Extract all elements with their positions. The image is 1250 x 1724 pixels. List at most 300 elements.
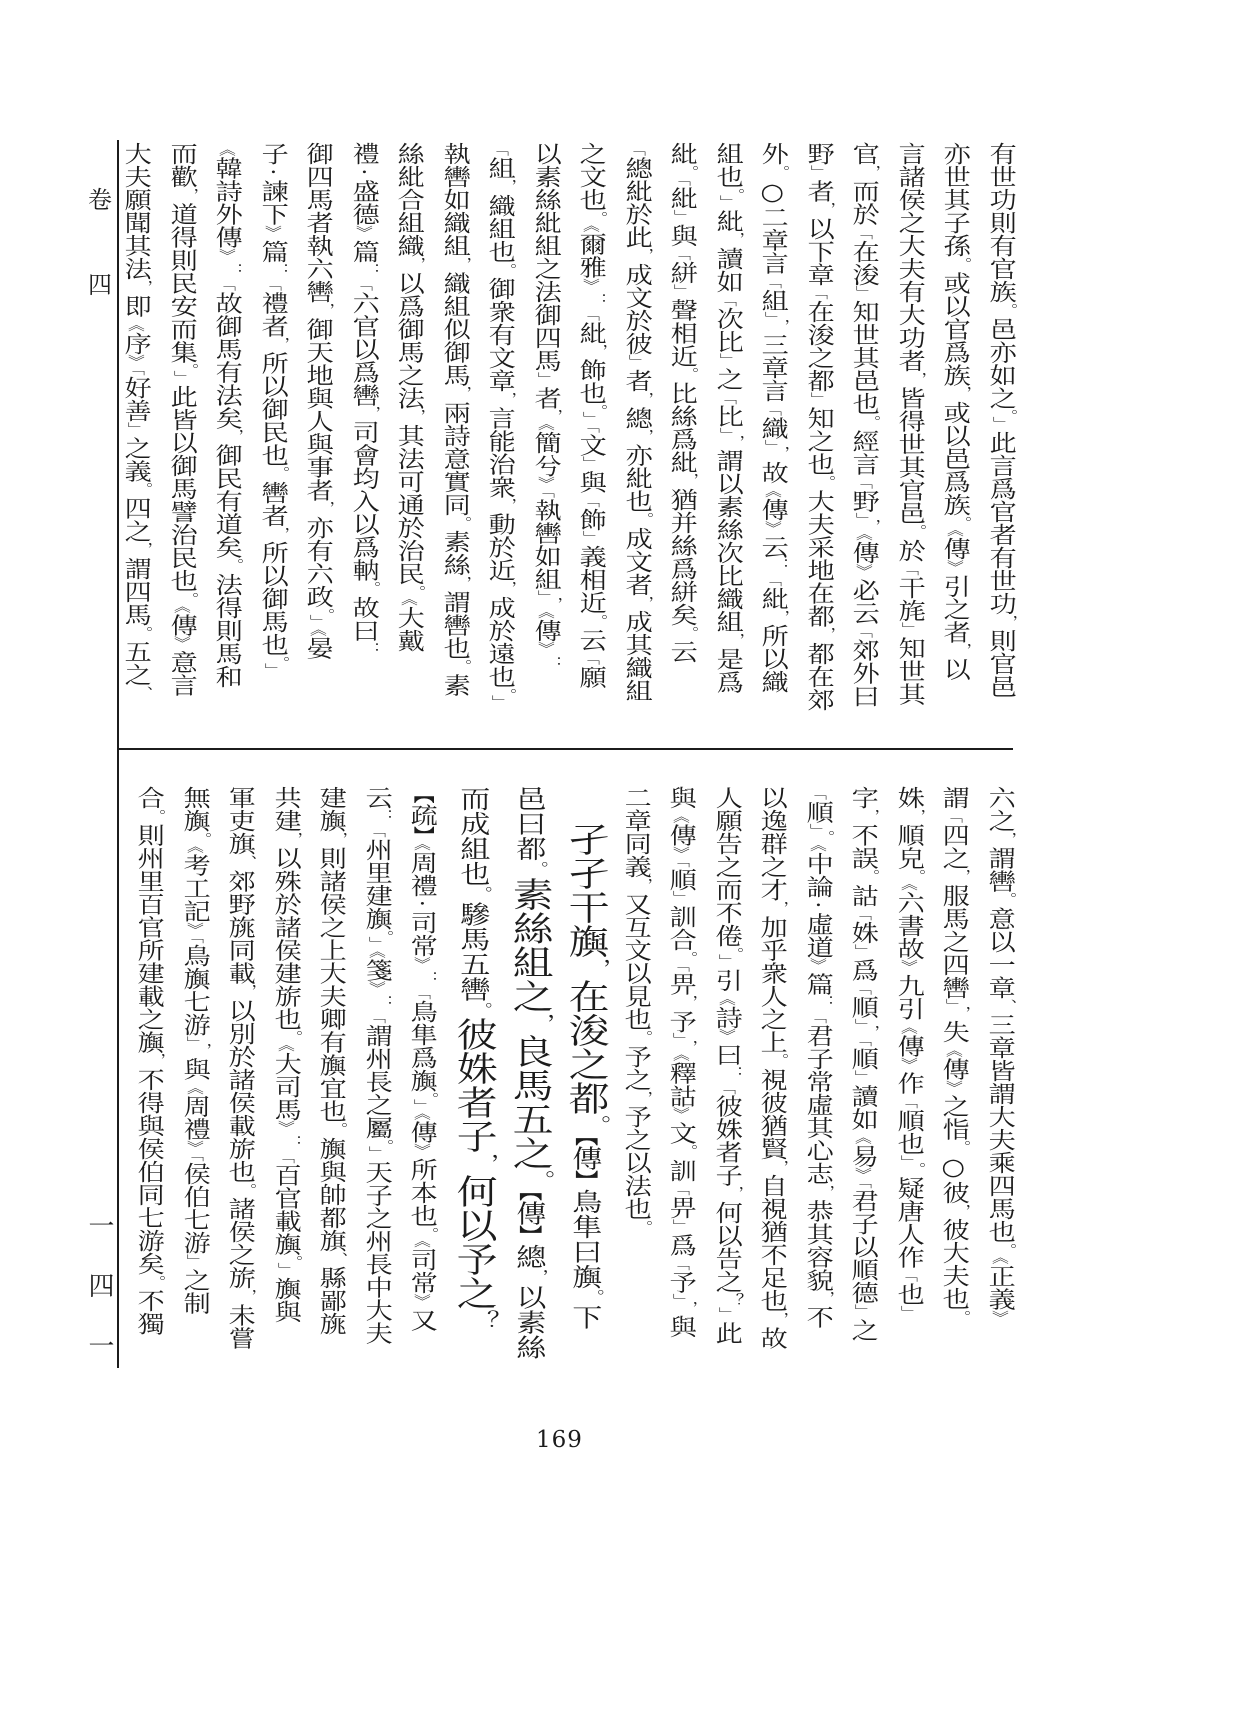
commentary-text: 【疏】《周禮・司常》：「鳥隼爲旟。」《傳》所本也。《司常》又 [406, 786, 440, 1332]
punctuation-mark: 《 [535, 423, 555, 431]
punctuation-mark: ， [452, 386, 472, 401]
punctuation-mark: 「 [898, 1268, 918, 1283]
commentary-text: 組也。」紕，讀如「次比」之「比」，謂以素絲次比織組，是爲 [711, 142, 745, 694]
punctuation-mark: 《 [412, 843, 431, 851]
punctuation-mark: 。 [452, 515, 472, 530]
punctuation-mark: 》 [412, 1293, 431, 1309]
punctuation-mark: 。 [680, 625, 700, 640]
punctuation-mark: ， [771, 609, 791, 624]
punctuation-mark: 」 [671, 1032, 690, 1040]
commentary-text: 以素絲紕組之法御四馬」者，《簡兮》「執轡如組」，《傳》： [529, 142, 563, 671]
commentary-text: 與《傳》「順」訓合。「畀，予」，《釋詁》文。訓「畀」爲「予」，與 [665, 786, 699, 1338]
punctuation-mark: ， [498, 179, 518, 194]
punctuation-mark: 。 [680, 367, 700, 382]
punctuation-mark: 《 [171, 605, 191, 614]
punctuation-mark: ， [997, 832, 1017, 847]
punctuation-mark: 。 [861, 869, 881, 884]
punctuation-mark: ， [861, 1025, 881, 1040]
verse-text: 孑孑干旟，在浚之都。 [560, 822, 613, 1137]
punctuation-mark: 。 [374, 929, 394, 937]
punctuation-mark: 」 [626, 354, 646, 369]
punctuation-mark: ： [771, 558, 791, 573]
punctuation-mark: ， [770, 1311, 790, 1327]
punctuation-mark: 「 [184, 1154, 204, 1162]
punctuation-mark: 》 [412, 1143, 431, 1158]
punctuation-mark: ， [543, 597, 563, 612]
punctuation-mark: 》 [535, 476, 555, 491]
punctuation-mark: 、 [997, 998, 1017, 1013]
punctuation-mark: 「 [184, 936, 204, 944]
punctuation-mark: 」 [535, 590, 555, 598]
punctuation-mark: 「 [262, 276, 282, 292]
punctuation-mark: 《 [412, 1113, 431, 1121]
punctuation-mark: 》 [671, 1107, 690, 1122]
punctuation-mark: 《 [184, 1080, 204, 1095]
punctuation-mark: 》 [944, 1080, 963, 1095]
punctuation-mark: 。 [725, 188, 745, 196]
commentary-text: 官，而於「在浚」知世其邑也。經言「野」，《傳》必云「郊外曰 [848, 142, 882, 708]
lower-text-column [439, 786, 506, 1380]
punctuation-mark: 。 [270, 466, 290, 481]
punctuation-mark: 。 [771, 165, 791, 180]
punctuation-mark: 「 [671, 860, 690, 868]
punctuation-mark: 「 [716, 1080, 736, 1095]
punctuation-mark: ？ [470, 1310, 501, 1332]
punctuation-mark: 。 [952, 1310, 972, 1325]
punctuation-mark: ： [361, 641, 381, 656]
punctuation-mark: 「 [763, 401, 782, 417]
punctuation-mark: 」 [581, 530, 600, 545]
punctuation-mark: ， [770, 901, 790, 916]
commentary-text: 禮・盛德》篇：「六官以爲轡，司會均入以爲軜。故曰： [347, 142, 381, 656]
punctuation-mark: 」 [763, 311, 782, 319]
punctuation-mark: 。 [498, 687, 518, 695]
punctuation-mark: 「 [581, 651, 600, 666]
punctuation-mark: 。 [816, 475, 836, 490]
commentary-text: 御四馬者執六轡，御天地與人與事者，亦有六政。」《晏 [302, 142, 336, 660]
punctuation-mark: 」 [899, 621, 919, 637]
punctuation-mark: 」 [308, 614, 327, 629]
punctuation-mark: ， [543, 409, 563, 424]
commentary-text: 字，不誤。詁「姝」爲「順」，「順」讀如《易》「君子以順德」之 [847, 786, 881, 1342]
punctuation-mark: 」 [171, 370, 191, 385]
punctuation-mark: ， [862, 519, 882, 534]
punctuation-mark: 」 [853, 1303, 872, 1319]
punctuation-mark: 。 [498, 262, 518, 277]
punctuation-mark: 。 [134, 482, 154, 497]
punctuation-mark: 。 [634, 512, 654, 527]
punctuation-mark: 。 [633, 1030, 653, 1045]
punctuation-mark: 、 [329, 1251, 349, 1266]
commentary-text: 共建，以殊於諸侯建旂也。《大司馬》：「百官載旟。」旟與 [269, 786, 303, 1323]
punctuation-mark: 「 [535, 490, 555, 499]
punctuation-mark: 」 [808, 165, 828, 180]
punctuation-mark: ， [633, 878, 653, 893]
commentary-text: 建旟，則諸侯之上大夫卿有旟宜也。旟與帥都旗、縣鄙旐 [315, 786, 349, 1335]
commentary-text: 人願告之而不倦。」引《詩》曰：「彼姝者子，何以告之？」此 [710, 786, 744, 1345]
punctuation-mark: ： [374, 809, 394, 824]
punctuation-mark: ， [953, 643, 973, 658]
punctuation-mark: ， [498, 498, 518, 513]
punctuation-mark: 【 [409, 786, 434, 804]
punctuation-mark: 《 [763, 483, 782, 498]
punctuation-mark: 》 [945, 559, 964, 575]
punctuation-mark: 。 [679, 950, 699, 966]
commentary-text: 言諸侯之大夫有大功者，皆得世其官邑。於「干旄」知世其 [893, 142, 927, 706]
punctuation-mark: 」 [807, 823, 827, 831]
punctuation-mark: 「 [412, 985, 431, 1000]
punctuation-mark: ， [452, 257, 472, 272]
punctuation-mark: 。 [589, 613, 609, 629]
punctuation-mark: 。 [680, 165, 700, 180]
punctuation-mark: ： [283, 1134, 303, 1150]
punctuation-mark: 。 [997, 892, 1017, 907]
gloss-text: 邑曰都。 [511, 786, 549, 877]
punctuation-mark: ， [998, 614, 1018, 629]
punctuation-mark: ， [238, 1288, 258, 1304]
lower-text-column [122, 786, 176, 1380]
punctuation-mark: 、 [238, 855, 258, 870]
punctuation-mark: ， [498, 391, 518, 407]
punctuation-mark: 【 [571, 1136, 598, 1146]
punctuation-mark: 」 [854, 512, 873, 520]
punctuation-mark: ・ [412, 896, 431, 911]
punctuation-mark: 。 [906, 869, 926, 884]
punctuation-mark: 《 [854, 533, 873, 541]
punctuation-mark: 。 [724, 947, 744, 955]
punctuation-mark: 。 [589, 211, 609, 226]
verse-text: 素絲組之，良馬五之。 [504, 876, 557, 1191]
punctuation-mark: 。 [998, 303, 1018, 318]
punctuation-mark: 》 [989, 1310, 1009, 1325]
punctuation-mark: ： [270, 262, 290, 277]
punctuation-mark: ， [680, 473, 700, 488]
punctuation-mark: 》 [275, 1120, 295, 1135]
punctuation-mark: ， [771, 318, 791, 333]
commentary-text: 而歡，道得則民安而集。」此皆以御馬譬治民也。《傳》意言 [165, 142, 199, 697]
punctuation-mark: 《 [945, 529, 964, 537]
punctuation-mark: 」 [898, 1154, 918, 1162]
punctuation-mark: 「 [717, 390, 737, 405]
punctuation-mark: ， [192, 1042, 212, 1058]
punctuation-mark: 「 [581, 493, 600, 508]
punctuation-mark: ： [815, 995, 835, 1010]
punctuation-mark: 」 [535, 372, 555, 387]
punctuation-mark: 「 [763, 572, 782, 587]
punctuation-mark: 》 [898, 959, 918, 974]
punctuation-mark: 「 [581, 306, 600, 322]
commentary-text: 紕。「紕」與「絣」聲相近。比絲爲紕，猶并絲爲絣矣。云 [666, 142, 700, 663]
punctuation-mark: 。 [471, 1001, 493, 1017]
punctuation-mark: 》 [807, 958, 827, 973]
punctuation-mark: ， [952, 869, 972, 884]
punctuation-mark: 》 [535, 641, 555, 656]
punctuation-mark: 」 [126, 421, 145, 437]
gloss-text: 【傳】總，以素絲 [511, 1190, 549, 1360]
punctuation-mark: 》 [184, 1140, 204, 1155]
punctuation-mark: ， [329, 832, 349, 847]
commentary-text: 二章同義，又互文以見也。予之，予之以法也。 [619, 786, 653, 1235]
punctuation-mark: 。 [420, 1226, 440, 1241]
punctuation-mark: ， [238, 984, 258, 999]
punctuation-mark: 」 [853, 1069, 872, 1085]
punctuation-mark: ， [952, 1203, 972, 1218]
punctuation-mark: 。 [952, 1140, 972, 1155]
punctuation-mark: ， [407, 409, 427, 424]
punctuation-mark: 《 [412, 1240, 431, 1248]
commentary-text: 「組，織組也。御衆有文章，言能治衆，動於近，成於遠也。」 [484, 142, 518, 709]
punctuation-mark: 「 [671, 965, 690, 973]
punctuation-mark: 。 [862, 414, 882, 430]
punctuation-mark: ・ [262, 165, 282, 180]
punctuation-mark: ， [634, 429, 654, 444]
punctuation-mark: 《 [399, 598, 418, 606]
punctuation-mark: 。 [452, 659, 472, 674]
commentary-text: 謂「四之，服馬之四轡」，失《傳》之恉。○彼，彼大夫也。 [938, 786, 972, 1325]
punctuation-mark: 》 [412, 956, 431, 972]
punctuation-mark: 。 [283, 1255, 303, 1263]
commentary-text: 絲紕合組織，以爲御馬之法，其法可通於治民。《大戴 [393, 142, 427, 652]
punctuation-mark: 「 [854, 475, 873, 490]
punctuation-mark: ， [862, 165, 882, 180]
punctuation-mark: 」 [717, 427, 737, 435]
commentary-text: 有世功則有官族。邑亦如之。」此言爲官者有世功，則官邑 [984, 142, 1018, 698]
punctuation-mark: ， [952, 1005, 972, 1020]
punctuation-mark: 《 [184, 846, 204, 854]
punctuation-mark: 》 [262, 225, 282, 240]
punctuation-mark: ？ [724, 1292, 744, 1307]
upper-text-block [118, 142, 1023, 740]
punctuation-mark: 。 [583, 1289, 605, 1305]
punctuation-mark: 」 [716, 954, 736, 969]
punctuation-mark: 。 [316, 607, 336, 615]
punctuation-mark: 」 [854, 285, 873, 300]
punctuation-mark: 「 [853, 981, 872, 996]
punctuation-mark: ， [725, 232, 745, 247]
punctuation-mark: 」 [262, 663, 282, 678]
commentary-text: 《韓詩外傳》：「故御馬有法矣，御民有道矣。法得則馬和 [211, 142, 245, 688]
commentary-text: 執轡如織組，織組似御馬，兩詩意實同。素絲，謂轡也。素 [438, 142, 472, 697]
punctuation-mark: 「 [898, 1094, 918, 1109]
punctuation-mark: ， [634, 595, 654, 610]
punctuation-mark: 」 [944, 998, 963, 1006]
punctuation-mark: 「 [807, 1009, 827, 1024]
punctuation-mark: 《 [535, 611, 555, 619]
punctuation-mark: 。 [907, 524, 927, 539]
punctuation-mark: 《 [807, 844, 827, 852]
punctuation-mark: 。 [770, 1053, 790, 1068]
punctuation-mark: 」 [717, 352, 737, 368]
punctuation-mark: 「 [626, 142, 646, 157]
punctuation-mark: 》 [853, 1167, 872, 1182]
punctuation-mark: 。 [238, 1182, 258, 1197]
punctuation-mark: ， [316, 303, 336, 318]
punctuation-mark: 」 [763, 439, 782, 447]
punctuation-mark: ， [633, 1090, 653, 1105]
commentary-text: 六之，謂轡。意以一章、三章皆謂大夫乘四馬也。《正義》 [983, 786, 1017, 1325]
punctuation-mark: 」 [275, 1262, 295, 1277]
punctuation-mark: ， [724, 1186, 744, 1201]
punctuation-mark: 。 [471, 886, 493, 902]
punctuation-mark: ， [526, 1012, 557, 1034]
punctuation-mark: 「 [853, 906, 872, 921]
punctuation-mark: 」 [366, 936, 386, 951]
punctuation-mark: ， [679, 995, 699, 1010]
punctuation-mark: 「 [763, 274, 782, 289]
punctuation-mark: ， [179, 188, 199, 203]
punctuation-mark: ・ [353, 165, 373, 180]
punctuation-mark: 《 [581, 225, 600, 233]
page-number: 169 [536, 1427, 583, 1453]
commentary-text: 以逸群之才，加乎衆人之上。視彼猶賢，自視猶不足也，故 [756, 786, 790, 1350]
punctuation-mark: 【 [515, 1190, 542, 1201]
gloss-text: 而成組也。驂馬五轡。 [455, 786, 493, 1017]
punctuation-mark: 「 [366, 823, 386, 838]
punctuation-mark: 」 [671, 1218, 690, 1234]
punctuation-mark: 」 [366, 1146, 386, 1161]
punctuation-mark: 」 [671, 1293, 690, 1301]
punctuation-mark: 。 [815, 830, 835, 845]
punctuation-mark: ， [452, 575, 472, 591]
commentary-text: 野」者，以下章「在浚之都」知之也。大夫采地在都，都在郊 [802, 142, 836, 711]
punctuation-mark: 」 [853, 943, 872, 959]
commentary-text: 亦世其子孫。或以官爲族，或以邑爲族。《傳》引之者，以 [939, 142, 973, 681]
commentary-text: 云：「州里建旟。」《箋》：「謂州長之屬。」天子之州長中大夫 [360, 786, 394, 1345]
punctuation-mark: 》 [217, 248, 236, 263]
punctuation-mark: ， [134, 542, 154, 557]
punctuation-mark: 。 [527, 861, 549, 877]
punctuation-mark: 。 [179, 363, 199, 371]
punctuation-mark: 「 [854, 624, 873, 639]
punctuation-mark: 「 [944, 809, 963, 824]
commentary-text: 外。○二章言「組」，三章言「織」，故《傳》云：「紕，所以織 [757, 142, 791, 693]
punctuation-mark: ， [771, 446, 791, 461]
punctuation-mark: 。 [283, 1030, 303, 1045]
punctuation-mark: ， [270, 337, 290, 352]
punctuation-mark: 。 [192, 832, 212, 847]
punctuation-mark: 。 [134, 625, 154, 640]
punctuation-mark: 「 [581, 425, 600, 434]
punctuation-mark: ， [815, 1291, 835, 1306]
punctuation-mark: ， [147, 1053, 167, 1068]
punctuation-mark: 「 [854, 225, 873, 240]
punctuation-mark: 《 [671, 1054, 690, 1062]
punctuation-mark: 。 [582, 1115, 613, 1137]
verse-text: 彼姝者子，何以予之？ [448, 1017, 501, 1332]
punctuation-mark: 」 [990, 416, 1010, 431]
punctuation-mark: 》 [581, 278, 600, 293]
punctuation-mark: 」 [184, 1253, 204, 1269]
punctuation-mark: 」 [672, 283, 691, 299]
punctuation-mark: ， [270, 526, 290, 541]
punctuation-mark: ， [498, 581, 518, 596]
punctuation-mark: 「 [490, 142, 509, 157]
punctuation-mark: 「 [366, 1009, 386, 1024]
punctuation-mark: 《 [217, 142, 236, 157]
punctuation-mark: 」 [490, 694, 509, 709]
punctuation-mark: 》 [854, 563, 873, 579]
gloss-text: 【傳】鳥隼曰旟。下 [567, 1136, 605, 1330]
punctuation-mark: 、 [134, 686, 154, 701]
punctuation-mark: 。 [361, 581, 381, 596]
punctuation-mark: 」 [184, 1035, 204, 1043]
punctuation-mark: 。 [997, 1242, 1017, 1258]
punctuation-mark: 。 [374, 1138, 394, 1147]
punctuation-mark: 」 [853, 1018, 872, 1026]
commentary-text: 合。則州里百官所建載之旟，不得與侯伯同七游矣。不獨 [133, 786, 167, 1335]
volume-number: 四 [88, 271, 112, 299]
punctuation-mark: ， [861, 809, 881, 824]
lower-text-block [120, 786, 1022, 1380]
punctuation-mark: 「 [672, 179, 691, 187]
punctuation-mark: 《 [853, 1130, 872, 1145]
punctuation-mark: 」 [671, 890, 690, 905]
punctuation-mark: 。 [329, 1122, 349, 1137]
commentary-text: 姝，順皃。《六書故》九引《傳》作「順也」。疑唐人作「也」 [892, 786, 926, 1320]
punctuation-mark: 「 [853, 1181, 872, 1189]
punctuation-mark: ， [225, 429, 245, 444]
punctuation-mark: 》 [763, 520, 782, 536]
punctuation-mark: 。 [420, 1091, 440, 1099]
punctuation-mark: 「 [717, 292, 737, 307]
punctuation-mark: 》 [898, 1057, 918, 1072]
punctuation-mark: 。 [998, 409, 1018, 417]
punctuation-mark: 」 [717, 195, 737, 210]
punctuation-mark: 】 [571, 1170, 598, 1190]
punctuation-mark: ： [724, 1065, 744, 1081]
punctuation-mark: 。 [589, 404, 609, 412]
commentary-text: 之文也。《爾雅》：「紕，飾也。」「文」與「飾」義相近。云「願 [575, 142, 609, 689]
punctuation-mark: 「 [899, 561, 919, 576]
punctuation-mark: ， [589, 344, 609, 359]
punctuation-mark: 】 [409, 826, 434, 844]
punctuation-mark: ： [543, 655, 563, 671]
punctuation-mark: 《 [366, 950, 386, 959]
punctuation-mark: 「 [353, 276, 373, 292]
folio-number: 一四一 [84, 1212, 114, 1392]
commentary-text: 軍吏旗、郊野旐同載，以別於諸侯載旂也。諸侯之旂，未嘗 [224, 786, 258, 1350]
punctuation-mark: 」 [716, 1307, 736, 1322]
punctuation-mark: 「 [275, 1149, 295, 1164]
punctuation-mark: ， [770, 1159, 790, 1174]
punctuation-mark: ， [407, 257, 427, 272]
punctuation-mark: 》 [716, 1028, 736, 1043]
punctuation-mark: 》 [184, 922, 204, 937]
punctuation-mark: 「 [807, 786, 827, 801]
volume-label: 卷 [88, 186, 112, 214]
punctuation-mark: 「 [808, 285, 828, 300]
punctuation-mark: 「 [217, 276, 236, 292]
punctuation-mark: 》 [353, 225, 373, 240]
commentary-text: 大夫願聞其法，即《序》「好善」之義。四之，謂四馬。五之、 [120, 142, 154, 701]
punctuation-mark: ， [470, 1153, 501, 1175]
punctuation-mark: 」 [581, 411, 600, 426]
punctuation-mark: 】 [515, 1225, 542, 1244]
punctuation-mark: ， [361, 406, 381, 421]
punctuation-mark: ， [725, 632, 745, 648]
punctuation-mark: 。 [407, 584, 427, 599]
punctuation-mark: ： [225, 262, 245, 277]
punctuation-mark: 《 [898, 883, 918, 891]
punctuation-mark: ， [906, 809, 926, 824]
punctuation-mark: 《 [898, 1019, 918, 1035]
punctuation-mark: 「 [671, 1256, 690, 1271]
commentary-text: 「總紕於此，成文於彼」者，總，亦紕也。成文者，成其織組 [620, 142, 654, 702]
punctuation-mark: 》 [126, 354, 145, 369]
punctuation-mark: 「 [671, 1181, 690, 1196]
punctuation-mark: ， [527, 1268, 549, 1285]
punctuation-mark: ・ [807, 897, 827, 913]
